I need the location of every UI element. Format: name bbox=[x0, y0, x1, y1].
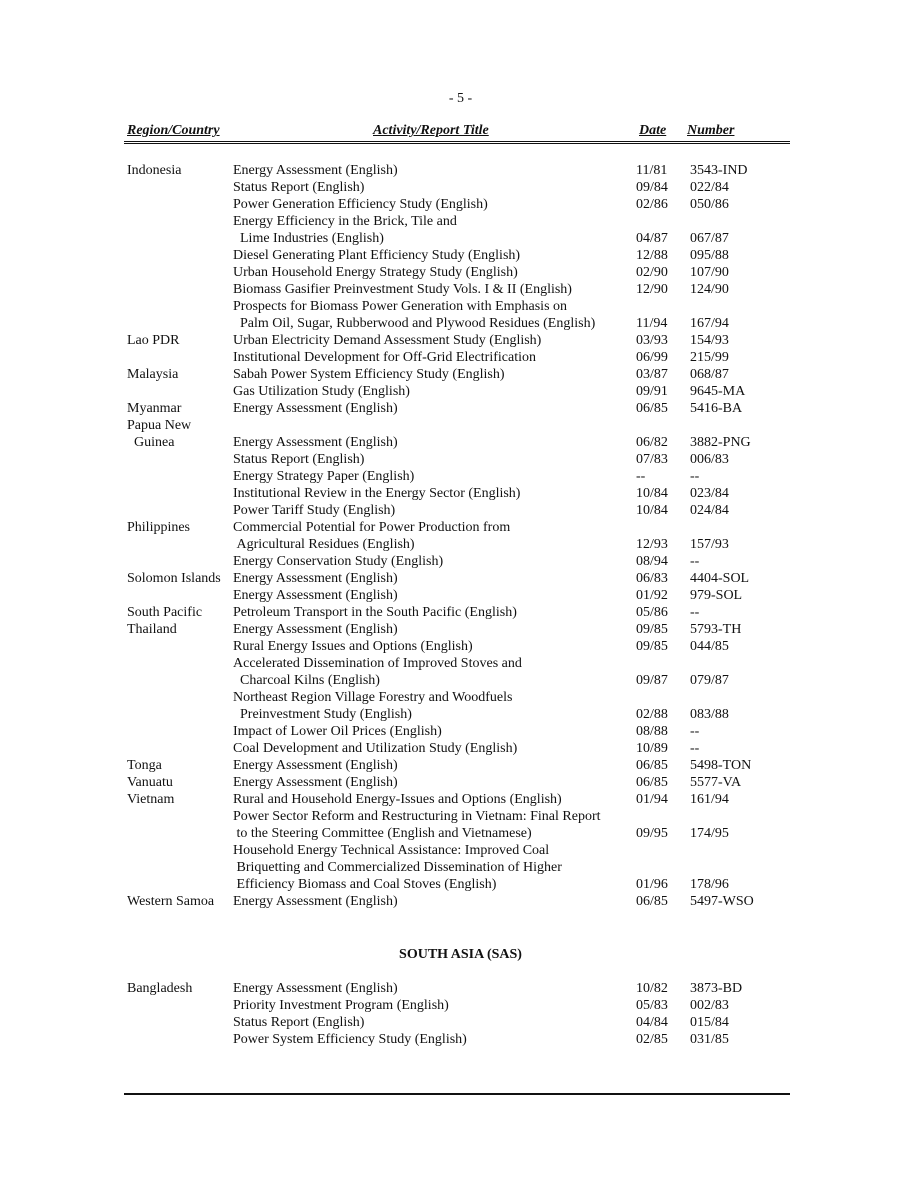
date-cell: -- bbox=[636, 469, 646, 484]
number-cell: 3873-BD bbox=[690, 981, 743, 996]
date-cell: 02/88 bbox=[636, 707, 668, 722]
number-cell: -- bbox=[690, 741, 700, 756]
date-cell: 12/90 bbox=[636, 282, 668, 297]
number-cell: 174/95 bbox=[690, 826, 729, 841]
title-cell: Status Report (English) bbox=[233, 1015, 365, 1030]
date-cell: 08/94 bbox=[636, 554, 668, 569]
table-row bbox=[0, 893, 921, 910]
column-header-title: Activity/Report Title bbox=[373, 123, 489, 138]
date-cell: 01/94 bbox=[636, 792, 668, 807]
region-cell: Bangladesh bbox=[127, 981, 193, 996]
title-cell: Power Sector Reform and Restructuring in Vietnam: Final Report bbox=[233, 809, 601, 824]
table-row bbox=[0, 349, 921, 366]
number-cell: 4404-SOL bbox=[690, 571, 750, 586]
title-cell: Power Generation Efficiency Study (English) bbox=[233, 197, 488, 212]
date-cell: 02/90 bbox=[636, 265, 668, 280]
number-cell: 044/85 bbox=[690, 639, 729, 654]
number-cell: -- bbox=[690, 605, 700, 620]
number-cell: 9645-MA bbox=[690, 384, 746, 399]
date-cell: 06/85 bbox=[636, 758, 668, 773]
table-row bbox=[0, 757, 921, 774]
table-row bbox=[0, 1031, 921, 1048]
title-cell: Power Tariff Study (English) bbox=[233, 503, 396, 518]
date-cell: 05/86 bbox=[636, 605, 668, 620]
title-cell: Impact of Lower Oil Prices (English) bbox=[233, 724, 442, 739]
region-cell: Thailand bbox=[127, 622, 177, 637]
date-cell: 09/87 bbox=[636, 673, 668, 688]
region-cell: Indonesia bbox=[127, 163, 182, 178]
title-cell: Commercial Potential for Power Production from bbox=[233, 520, 511, 535]
table-row bbox=[0, 417, 921, 434]
title-cell: Diesel Generating Plant Efficiency Study (English) bbox=[233, 248, 521, 263]
region-cell: Malaysia bbox=[127, 367, 179, 382]
date-cell: 12/88 bbox=[636, 248, 668, 263]
date-cell: 11/81 bbox=[636, 163, 668, 178]
table-row bbox=[0, 383, 921, 400]
title-cell: Gas Utilization Study (English) bbox=[233, 384, 410, 399]
date-cell: 10/84 bbox=[636, 503, 668, 518]
table-row bbox=[0, 298, 921, 315]
table-row bbox=[0, 876, 921, 893]
table-row bbox=[0, 587, 921, 604]
table-row bbox=[0, 536, 921, 553]
table-row bbox=[0, 570, 921, 587]
number-cell: 5416-BA bbox=[690, 401, 743, 416]
region-cell: Guinea bbox=[127, 435, 175, 450]
region-cell: Lao PDR bbox=[127, 333, 180, 348]
date-cell: 10/89 bbox=[636, 741, 668, 756]
date-cell: 06/85 bbox=[636, 894, 668, 909]
title-cell: Accelerated Dissemination of Improved Stoves and bbox=[233, 656, 522, 671]
number-cell: 124/90 bbox=[690, 282, 729, 297]
date-cell: 10/84 bbox=[636, 486, 668, 501]
table-row bbox=[0, 808, 921, 825]
table-row bbox=[0, 774, 921, 791]
table-row bbox=[0, 332, 921, 349]
date-cell: 09/85 bbox=[636, 639, 668, 654]
title-cell: Northeast Region Village Forestry and Woodfuels bbox=[233, 690, 513, 705]
table-row bbox=[0, 247, 921, 264]
title-cell: Prospects for Biomass Power Generation with Emphasis on bbox=[233, 299, 568, 314]
date-cell: 01/96 bbox=[636, 877, 668, 892]
number-cell: 3882-PNG bbox=[690, 435, 751, 450]
title-cell: Energy Conservation Study (English) bbox=[233, 554, 444, 569]
number-cell: 068/87 bbox=[690, 367, 729, 382]
title-cell: Energy Efficiency in the Brick, Tile and bbox=[233, 214, 457, 229]
date-cell: 12/93 bbox=[636, 537, 668, 552]
title-cell: to the Steering Committee (English and Vietnamese) bbox=[233, 826, 532, 841]
table-row bbox=[0, 621, 921, 638]
table-row bbox=[0, 553, 921, 570]
title-cell: Urban Electricity Demand Assessment Study (English) bbox=[233, 333, 542, 348]
number-cell: 5793-TH bbox=[690, 622, 742, 637]
title-cell: Energy Assessment (English) bbox=[233, 758, 398, 773]
number-cell: 215/99 bbox=[690, 350, 729, 365]
title-cell: Energy Assessment (English) bbox=[233, 622, 398, 637]
number-cell: -- bbox=[690, 554, 700, 569]
number-cell: 067/87 bbox=[690, 231, 729, 246]
number-cell: 979-SOL bbox=[690, 588, 743, 603]
number-cell: 107/90 bbox=[690, 265, 729, 280]
title-cell: Institutional Development for Off-Grid Electrification bbox=[233, 350, 536, 365]
date-cell: 06/99 bbox=[636, 350, 668, 365]
number-cell: 095/88 bbox=[690, 248, 729, 263]
date-cell: 06/85 bbox=[636, 401, 668, 416]
region-cell: Vanuatu bbox=[127, 775, 173, 790]
table-row bbox=[0, 502, 921, 519]
date-cell: 02/86 bbox=[636, 197, 668, 212]
number-cell: 023/84 bbox=[690, 486, 729, 501]
title-cell: Rural Energy Issues and Options (English) bbox=[233, 639, 473, 654]
title-cell: Power System Efficiency Study (English) bbox=[233, 1032, 467, 1047]
number-cell: 3543-IND bbox=[690, 163, 748, 178]
table-row bbox=[0, 281, 921, 298]
number-cell: 178/96 bbox=[690, 877, 729, 892]
title-cell: Petroleum Transport in the South Pacific (English) bbox=[233, 605, 517, 620]
table-row bbox=[0, 723, 921, 740]
title-cell: Institutional Review in the Energy Sector (English) bbox=[233, 486, 521, 501]
column-header-date: Date bbox=[639, 123, 667, 138]
date-cell: 02/85 bbox=[636, 1032, 668, 1047]
number-cell: -- bbox=[690, 724, 700, 739]
date-cell: 09/91 bbox=[636, 384, 668, 399]
date-cell: 10/82 bbox=[636, 981, 668, 996]
table-row bbox=[0, 434, 921, 451]
date-cell: 06/82 bbox=[636, 435, 668, 450]
title-cell: Lime Industries (English) bbox=[233, 231, 384, 246]
number-cell: 161/94 bbox=[690, 792, 729, 807]
region-cell: South Pacific bbox=[127, 605, 203, 620]
report-table bbox=[0, 162, 921, 1048]
table-row bbox=[0, 451, 921, 468]
title-cell: Palm Oil, Sugar, Rubberwood and Plywood Residues (English) bbox=[233, 316, 596, 331]
region-cell: Philippines bbox=[127, 520, 191, 535]
title-cell: Status Report (English) bbox=[233, 180, 365, 195]
date-cell: 08/88 bbox=[636, 724, 668, 739]
title-cell: Energy Strategy Paper (English) bbox=[233, 469, 415, 484]
table-row bbox=[0, 196, 921, 213]
title-cell: Energy Assessment (English) bbox=[233, 588, 398, 603]
table-row bbox=[0, 315, 921, 332]
table-row bbox=[0, 706, 921, 723]
title-cell: Briquetting and Commercialized Dissemination of Higher bbox=[233, 860, 562, 875]
table-row bbox=[0, 859, 921, 876]
number-cell: 079/87 bbox=[690, 673, 729, 688]
header-rule bbox=[124, 141, 790, 144]
table-row bbox=[0, 980, 921, 997]
region-cell: Tonga bbox=[127, 758, 162, 773]
title-cell: Urban Household Energy Strategy Study (English) bbox=[233, 265, 518, 280]
table-row bbox=[0, 655, 921, 672]
title-cell: Energy Assessment (English) bbox=[233, 401, 398, 416]
table-row bbox=[0, 400, 921, 417]
date-cell: 03/93 bbox=[636, 333, 668, 348]
number-cell: 167/94 bbox=[690, 316, 729, 331]
title-cell: Efficiency Biomass and Coal Stoves (English) bbox=[233, 877, 497, 892]
table-row bbox=[0, 791, 921, 808]
date-cell: 05/83 bbox=[636, 998, 668, 1013]
table-row bbox=[0, 672, 921, 689]
table-row bbox=[0, 366, 921, 383]
date-cell: 03/87 bbox=[636, 367, 668, 382]
table-row bbox=[0, 213, 921, 230]
page-number: - 5 - bbox=[448, 91, 473, 106]
title-cell: Energy Assessment (English) bbox=[233, 981, 398, 996]
title-cell: Biomass Gasifier Preinvestment Study Vols. I & II (English) bbox=[233, 282, 572, 297]
title-cell: Agricultural Residues (English) bbox=[233, 537, 415, 552]
section-heading-wrapper bbox=[0, 938, 921, 972]
number-cell: 006/83 bbox=[690, 452, 729, 467]
number-cell: 5498-TON bbox=[690, 758, 752, 773]
table-row bbox=[0, 468, 921, 485]
table-row bbox=[0, 740, 921, 757]
number-cell: 154/93 bbox=[690, 333, 729, 348]
table-row bbox=[0, 842, 921, 859]
footer-rule bbox=[124, 1093, 790, 1095]
date-cell: 06/85 bbox=[636, 775, 668, 790]
title-cell: Rural and Household Energy-Issues and Options (English) bbox=[233, 792, 562, 807]
table-row bbox=[0, 689, 921, 706]
number-cell: 031/85 bbox=[690, 1032, 729, 1047]
title-cell: Coal Development and Utilization Study (English) bbox=[233, 741, 518, 756]
region-cell: Papua New bbox=[127, 418, 192, 433]
title-cell: Household Energy Technical Assistance: Improved Coal bbox=[233, 843, 550, 858]
date-cell: 01/92 bbox=[636, 588, 668, 603]
date-cell: 07/83 bbox=[636, 452, 668, 467]
date-cell: 11/94 bbox=[636, 316, 668, 331]
number-cell: 002/83 bbox=[690, 998, 729, 1013]
date-cell: 04/84 bbox=[636, 1015, 668, 1030]
date-cell: 09/95 bbox=[636, 826, 668, 841]
table-row bbox=[0, 1014, 921, 1031]
table-row bbox=[0, 825, 921, 842]
table-row bbox=[0, 485, 921, 502]
column-header-region: Region/Country bbox=[127, 123, 220, 138]
table-row bbox=[0, 638, 921, 655]
title-cell: Energy Assessment (English) bbox=[233, 775, 398, 790]
table-row bbox=[0, 179, 921, 196]
table-row bbox=[0, 604, 921, 621]
region-cell: Myanmar bbox=[127, 401, 182, 416]
title-cell: Energy Assessment (English) bbox=[233, 894, 398, 909]
number-cell: 015/84 bbox=[690, 1015, 729, 1030]
date-cell: 09/85 bbox=[636, 622, 668, 637]
region-cell: Western Samoa bbox=[127, 894, 215, 909]
title-cell: Energy Assessment (English) bbox=[233, 163, 398, 178]
number-cell: 5497-WSO bbox=[690, 894, 754, 909]
region-cell: Solomon Islands bbox=[127, 571, 221, 586]
date-cell: 04/87 bbox=[636, 231, 668, 246]
region-cell: Vietnam bbox=[127, 792, 175, 807]
title-cell: Sabah Power System Efficiency Study (English) bbox=[233, 367, 505, 382]
number-cell: 083/88 bbox=[690, 707, 729, 722]
number-cell: 5577-VA bbox=[690, 775, 742, 790]
title-cell: Preinvestment Study (English) bbox=[233, 707, 412, 722]
number-cell: 050/86 bbox=[690, 197, 729, 212]
number-cell: -- bbox=[690, 469, 700, 484]
section-spacer bbox=[0, 910, 921, 930]
table-row bbox=[0, 997, 921, 1014]
table-row bbox=[0, 519, 921, 536]
number-cell: 022/84 bbox=[690, 180, 729, 195]
title-cell: Charcoal Kilns (English) bbox=[233, 673, 380, 688]
title-cell: Energy Assessment (English) bbox=[233, 435, 398, 450]
table-row bbox=[0, 264, 921, 281]
number-cell: 157/93 bbox=[690, 537, 729, 552]
date-cell: 09/84 bbox=[636, 180, 668, 195]
section-heading: SOUTH ASIA (SAS) bbox=[399, 947, 522, 962]
title-cell: Priority Investment Program (English) bbox=[233, 998, 449, 1013]
table-row bbox=[0, 162, 921, 179]
title-cell: Status Report (English) bbox=[233, 452, 365, 467]
table-row bbox=[0, 230, 921, 247]
title-cell: Energy Assessment (English) bbox=[233, 571, 398, 586]
number-cell: 024/84 bbox=[690, 503, 729, 518]
column-header-number: Number bbox=[687, 123, 735, 138]
date-cell: 06/83 bbox=[636, 571, 668, 586]
